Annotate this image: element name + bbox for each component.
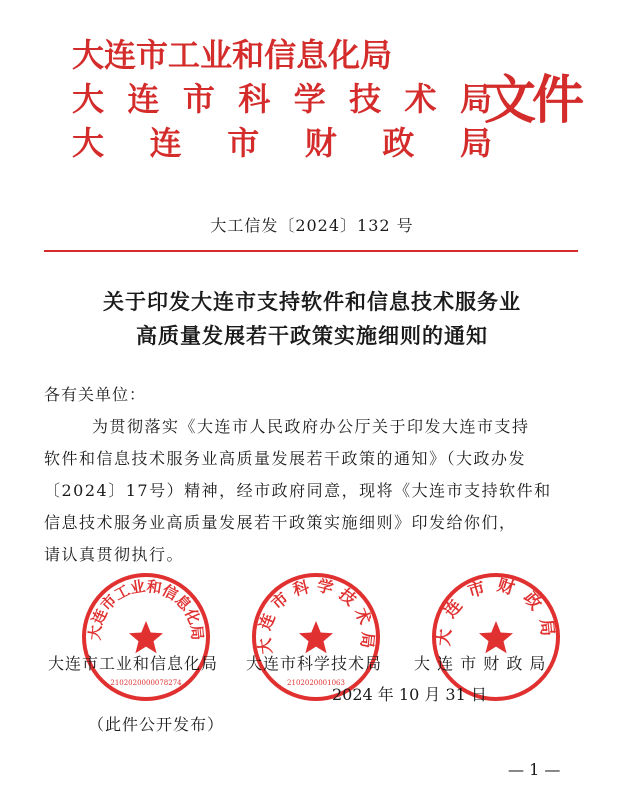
body-line: 请认真贯彻执行。 [44,545,185,564]
body-line: 〔2024〕17号）精神，经市政府同意，现将《大连市支持软件和 [44,481,552,500]
salutation: 各有关单位： [44,385,147,404]
title-line-2: 高质量发展若干政策实施细则的通知 [136,323,488,348]
body-line: 软件和信息技术服务业高质量发展若干政策的通知》（大政办发 [44,449,527,468]
release-note: （此件公开发布） [88,715,225,734]
star-icon [129,621,163,653]
seal-2-code: 2102020001063 [287,679,345,687]
seal-3-text: 大连市财政局 [433,575,559,647]
document-number: 大工信发〔2024〕132 号 [210,216,414,235]
red-divider [44,250,578,252]
seal-1-code: 2102020000078274 [110,679,182,687]
page-number: — 1 — [508,760,561,779]
body-line: 为贯彻落实《大连市人民政府办公厅关于印发大连市支持 [92,417,530,436]
star-icon [479,621,513,653]
signature-finance-bureau: 大 连 市 财 政 局 [414,654,547,673]
signature-industry-bureau: 大连市工业和信息化局 [48,654,219,673]
body-line: 信息技术服务业高质量发展若干政策实施细则》印发给你们， [44,513,517,532]
seal-industry-bureau [80,571,212,703]
signature-science-bureau: 大连市科学技术局 [246,654,383,673]
seal-1-text: 大连市工业和信息化局 [85,577,207,641]
issuer-2: 大 连 市 科 学 技 术 局 [72,80,492,118]
seal-2-text: 大连市科学技术局 [254,575,378,656]
title-line-1: 关于印发大连市支持软件和信息技术服务业 [103,289,521,314]
star-icon [299,621,333,653]
issuer-1: 大 连 市 工 业 和 信 息 化 局 [72,36,393,74]
issue-date: 2024 年 10 月 31 日 [332,685,487,704]
file-mark: 文件 [484,70,581,131]
issuer-3: 大 连 市 财 政 局 [72,124,492,162]
